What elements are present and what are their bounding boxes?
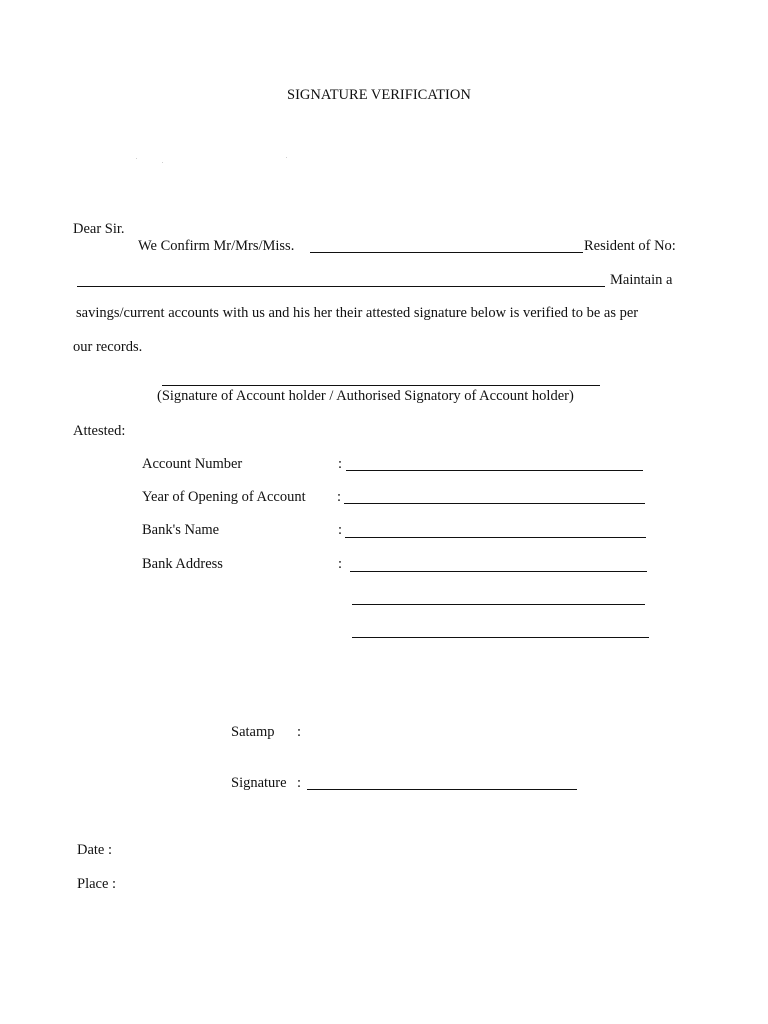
body-line-1: savings/current accounts with us and his her their attested signature below is verified to be as per [76,305,639,321]
account-number-colon: : [338,456,343,472]
account-number-line[interactable] [346,470,643,471]
bank-address-label: Bank Address [142,556,223,572]
account-holder-signature-line[interactable] [162,385,600,386]
name-blank-line[interactable] [310,252,583,253]
resident-text: Resident of No: [584,238,676,254]
confirm-text: We Confirm Mr/Mrs/Miss. [138,238,295,254]
scan-speck [286,157,287,158]
bank-address-line-3[interactable] [352,637,649,638]
bank-address-line-2[interactable] [352,604,645,605]
stamp-colon: : [297,724,302,740]
maintain-text: Maintain a [610,272,673,288]
address-blank-line[interactable] [77,286,605,287]
bank-address-line-1[interactable] [350,571,647,572]
year-of-opening-line[interactable] [344,503,645,504]
attested-label: Attested: [73,423,126,439]
bank-address-colon: : [338,556,343,572]
bank-name-label: Bank's Name [142,522,220,538]
account-number-label: Account Number [142,456,243,472]
signature-colon: : [297,775,302,791]
body-line-2: our records. [73,339,143,355]
salutation: Dear Sir. [73,221,125,237]
signature-line[interactable] [307,789,577,790]
form-title: SIGNATURE VERIFICATION [287,87,471,103]
bank-name-colon: : [338,522,343,538]
place-label: Place : [77,876,117,892]
year-of-opening-colon: : [337,489,342,505]
scan-speck [162,162,163,163]
signature-caption: (Signature of Account holder / Authorised Signatory of Account holder) [157,388,574,404]
date-label: Date : [77,842,113,858]
year-of-opening-label: Year of Opening of Account [142,489,306,505]
signature-label: Signature [231,775,287,791]
scan-speck [136,158,137,159]
stamp-label: Satamp [231,724,275,740]
bank-name-line[interactable] [345,537,646,538]
